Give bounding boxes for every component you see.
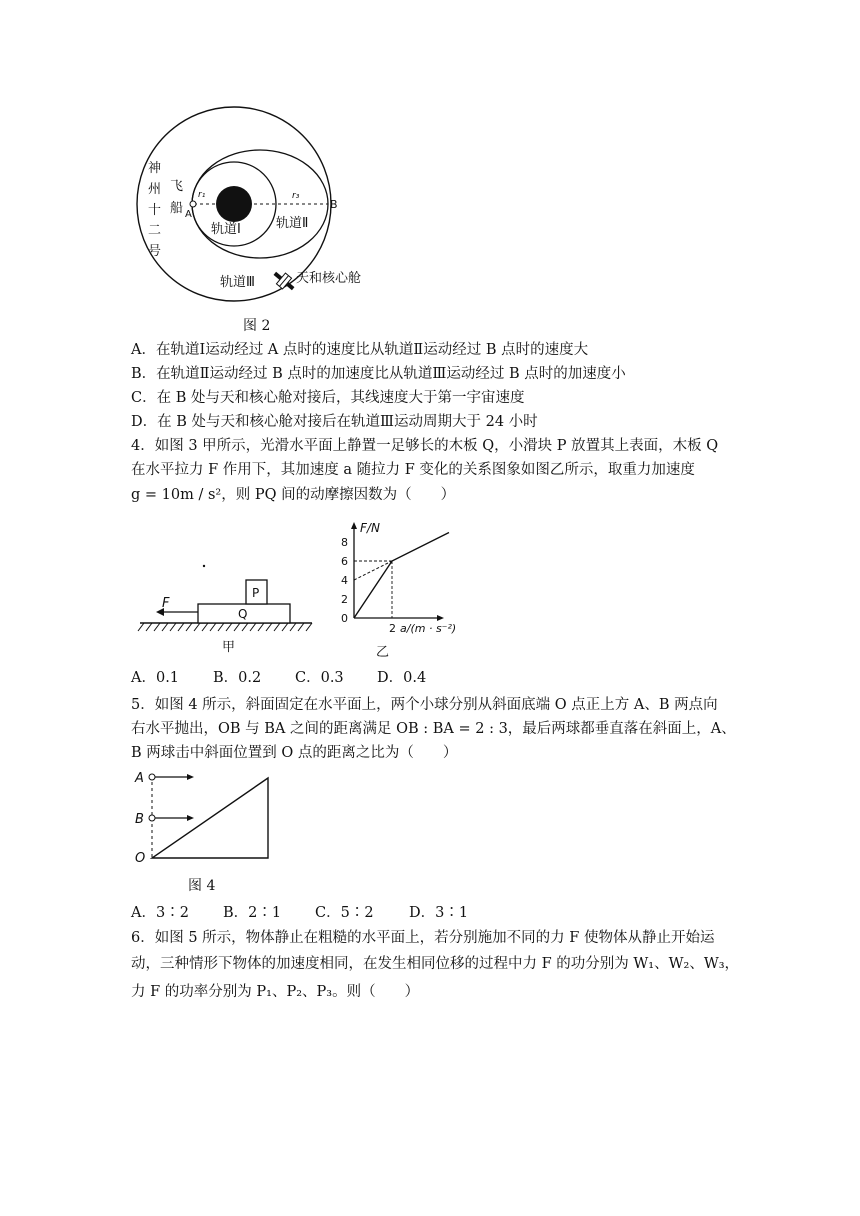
figure-2-caption: 图 2 [243, 318, 271, 334]
y-axis-label: F/N [360, 521, 380, 535]
ball-a [149, 774, 155, 780]
earth [216, 186, 252, 222]
radius-r1-label: r₁ [198, 190, 206, 200]
spacecraft-label-char: 十 [148, 203, 162, 218]
y-tick-label: 0 [341, 612, 348, 625]
spacecraft-label-chuan: 船 [170, 201, 184, 216]
q5-choices [131, 903, 468, 923]
force-label: F [162, 596, 170, 611]
q4-choice-d[interactable]: D．0.4 [377, 670, 427, 686]
orbit-1-label: 轨道Ⅰ [211, 222, 241, 237]
ball-b [149, 815, 155, 821]
orbit-figure [130, 100, 390, 305]
q3-option-a: A．在轨道Ⅰ运动经过 A 点时的速度比从轨道Ⅱ运动经过 B 点时的速度大 [131, 342, 589, 358]
arrowhead-b [187, 815, 194, 821]
q4-choice-a[interactable]: A．0.1 [131, 670, 180, 686]
q5-choice-d[interactable]: D．3∶1 [409, 905, 469, 921]
y-tick-label: 6 [341, 555, 348, 568]
q4-stem-line-3: g = 10m / s²，则 PQ 间的动摩擦因数为（ ） [131, 487, 456, 503]
q6-stem-line-2: 动，三种情形下物体的加速度相同，在发生相同位移的过程中力 F 的功分别为 W₁、W₂、W₃， [131, 956, 740, 972]
y-tick-label: 8 [341, 536, 348, 549]
q4-stem-line-2: 在水平拉力 F 作用下，其加速度 a 随拉力 F 变化的关系图象如图乙所示，取重力加速度 [131, 462, 695, 478]
block-p-label: P [252, 586, 260, 600]
q4-choices [131, 668, 426, 688]
stray-dot [203, 565, 205, 567]
spacecraft-label-char: 州 [148, 182, 162, 197]
point-a-marker [190, 201, 196, 207]
x-tick-label: 2 [389, 622, 396, 635]
point-b-label: B [135, 812, 144, 827]
q5-choice-b[interactable]: B．2∶1 [223, 905, 282, 921]
board-q-label: Q [238, 607, 248, 621]
radius-r3-label: r₃ [292, 191, 300, 201]
figure-yi-caption: 乙 [376, 645, 390, 660]
spacecraft-label-char: 号 [148, 244, 162, 259]
arrowhead-a [187, 774, 194, 780]
figure-jia-caption: 甲 [222, 640, 236, 655]
spacecraft-label-char: 神 [148, 161, 162, 176]
y-axis-arrowhead [351, 522, 357, 529]
orbit-2-label: 轨道Ⅱ [276, 216, 309, 231]
q5-choice-c[interactable]: C．5∶2 [315, 905, 374, 921]
q6-stem-line-1: 6．如图 5 所示，物体静止在粗糙的水平面上，若分别施加不同的力 F 使物体从静止开始运 [131, 930, 715, 946]
y-tick-label: 2 [341, 593, 348, 606]
x-axis-arrowhead [437, 615, 444, 621]
ground-hatching [138, 623, 312, 631]
q3-option-b: B．在轨道Ⅱ运动经过 B 点时的加速度比从轨道Ⅲ运动经过 B 点时的加速度小 [131, 366, 626, 382]
q4-choice-b[interactable]: B．0.2 [213, 670, 262, 686]
station-label: 天和核心舱 [296, 271, 362, 286]
y-tick-label: 4 [341, 574, 348, 587]
spacecraft-label-char: 二 [148, 223, 162, 238]
x-axis-label: a/(m · s⁻²) [400, 622, 457, 635]
point-a-label: A [185, 209, 192, 220]
orbit-3-label: 轨道Ⅲ [220, 275, 255, 290]
q5-stem-line-3: B 两球击中斜面位置到 O 点的距离之比为（ ） [131, 745, 458, 761]
spacecraft-label-fei: 飞 [170, 179, 184, 194]
q3-option-d: D．在 B 处与天和核心舱对接后在轨道Ⅲ运动周期大于 24 小时 [131, 414, 538, 430]
series-line [354, 533, 449, 619]
figure-3-jia [136, 555, 316, 655]
q4-choice-c[interactable]: C．0.3 [295, 670, 344, 686]
q6-stem-line-3: 力 F 的功率分别为 P₁、P₂、P₃。则（ ） [131, 984, 420, 1000]
figure-4 [130, 768, 280, 868]
q5-choice-a[interactable]: A．3∶2 [131, 905, 189, 921]
point-b-label: B [330, 198, 338, 211]
figure-3-yi-chart [330, 520, 480, 660]
q5-stem-line-2: 右水平抛出，OB 与 BA 之间的距离满足 OB : BA = 2 : 3，最后两球都垂直落在斜面上，A、 [131, 721, 736, 737]
q5-stem-line-1: 5．如图 4 所示，斜面固定在水平面上，两个小球分别从斜面底端 O 点正上方 A、B 两点向 [131, 697, 718, 713]
q4-stem-line-1: 4．如图 3 甲所示，光滑水平面上静置一足够长的木板 Q，小滑块 P 放置其上表面，木板 Q [131, 438, 719, 454]
figure-4-caption: 图 4 [188, 878, 216, 894]
q3-option-c: C．在 B 处与天和核心舱对接后，其线速度大于第一宇宙速度 [131, 390, 525, 406]
point-a-label: A [135, 771, 144, 786]
point-o-label: O [135, 851, 146, 866]
